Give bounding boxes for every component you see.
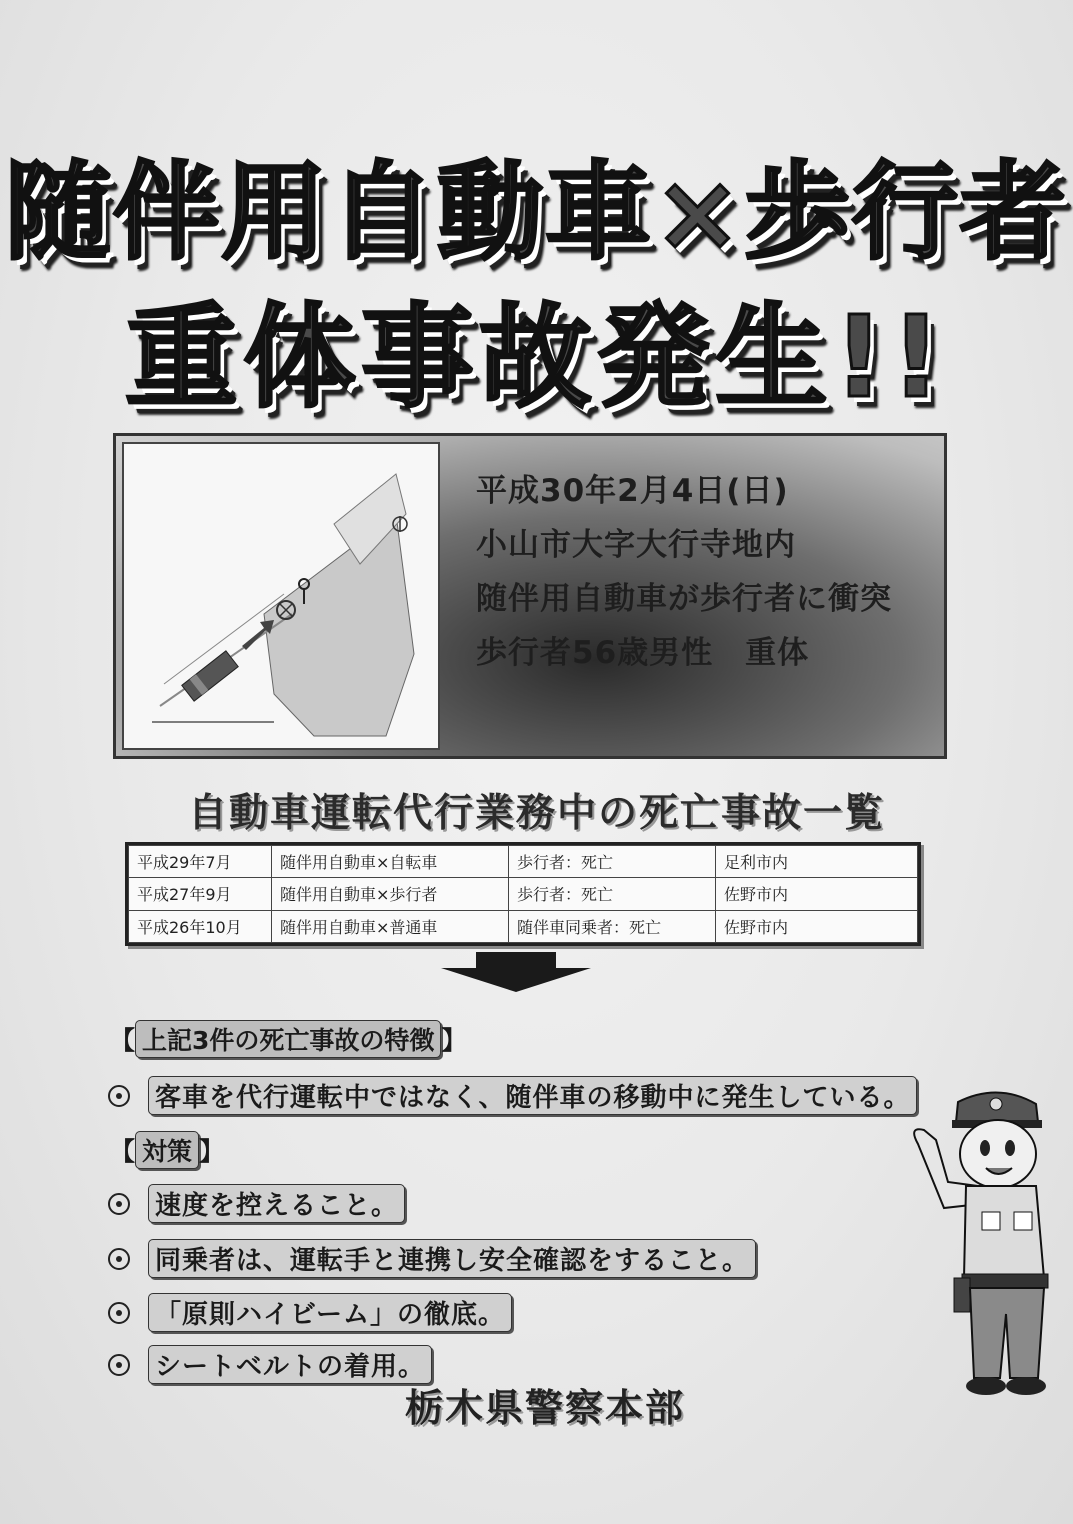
headline-line-1: 随伴用自動車×歩行者 — [5, 151, 1068, 274]
arrow-down-icon — [441, 952, 591, 992]
table-row — [129, 878, 918, 910]
list-item — [108, 1076, 917, 1115]
table-cell-casualty: 随伴車同乗者：死亡 — [509, 910, 716, 942]
measure-item-text: 同乗者は、運転手と連携し安全確認をすること。 — [148, 1239, 756, 1278]
bracket-open: 【 — [110, 1137, 136, 1166]
measure-item-text: 速度を控えること。 — [148, 1184, 405, 1223]
bullet-icon — [108, 1085, 130, 1107]
bracket-open: 【 — [110, 1026, 136, 1055]
table-cell-type: 随伴用自動車×歩行者 — [272, 878, 509, 910]
accident-map-figure — [122, 442, 440, 750]
measures-heading-label: 対策 — [135, 1131, 199, 1169]
list-item — [108, 1345, 432, 1384]
incident-panel — [113, 433, 947, 759]
table-cell-place: 佐野市内 — [716, 910, 918, 942]
measures-heading — [110, 1131, 224, 1169]
incident-location: 小山市大字大行寺地内 — [476, 527, 796, 563]
measure-item-text: 「原則ハイビーム」の徹底。 — [148, 1293, 512, 1332]
table-cell-type: 随伴用自動車×自転車 — [272, 846, 509, 878]
table-row — [129, 910, 918, 942]
table-cell-casualty: 歩行者：死亡 — [509, 878, 716, 910]
list-item — [108, 1293, 512, 1332]
features-heading-label: 上記3件の死亡事故の特徴 — [135, 1020, 441, 1058]
features-heading — [110, 1020, 466, 1058]
incident-description: 随伴用自動車が歩行者に衝突 — [476, 581, 892, 617]
headline-line-2: 重体事故発生!! — [125, 293, 948, 423]
bullet-icon — [108, 1354, 130, 1376]
issuer-name: 栃木県警察本部 — [405, 1386, 686, 1430]
table-cell-date: 平成27年9月 — [129, 878, 272, 910]
table-cell-date: 平成26年10月 — [129, 910, 272, 942]
incident-victim: 歩行者56歳男性 重体 — [476, 635, 810, 671]
table-cell-place: 足利市内 — [716, 846, 918, 878]
bracket-close: 】 — [441, 1026, 467, 1055]
table-cell-date: 平成29年7月 — [129, 846, 272, 878]
bullet-icon — [108, 1193, 130, 1215]
fatal-accident-table — [125, 842, 921, 946]
table-row — [129, 846, 918, 878]
incident-date: 平成30年2月4日(日) — [476, 473, 789, 509]
list-item — [108, 1184, 405, 1223]
bullet-icon — [108, 1302, 130, 1324]
fatal-accident-list-title: 自動車運転代行業務中の死亡事故一覧 — [187, 791, 885, 836]
table-cell-casualty: 歩行者：死亡 — [509, 846, 716, 878]
bracket-close: 】 — [199, 1137, 225, 1166]
measure-item-text: シートベルトの着用。 — [148, 1345, 432, 1384]
police-mascot-illustration — [888, 1082, 1058, 1402]
incident-details — [476, 464, 936, 680]
table-cell-place: 佐野市内 — [716, 878, 918, 910]
bullet-icon — [108, 1248, 130, 1270]
feature-item-text: 客車を代行運転中ではなく、随伴車の移動中に発生している。 — [148, 1076, 917, 1115]
list-item — [108, 1239, 756, 1278]
accident-map-drawing — [124, 444, 438, 748]
table-cell-type: 随伴用自動車×普通車 — [272, 910, 509, 942]
